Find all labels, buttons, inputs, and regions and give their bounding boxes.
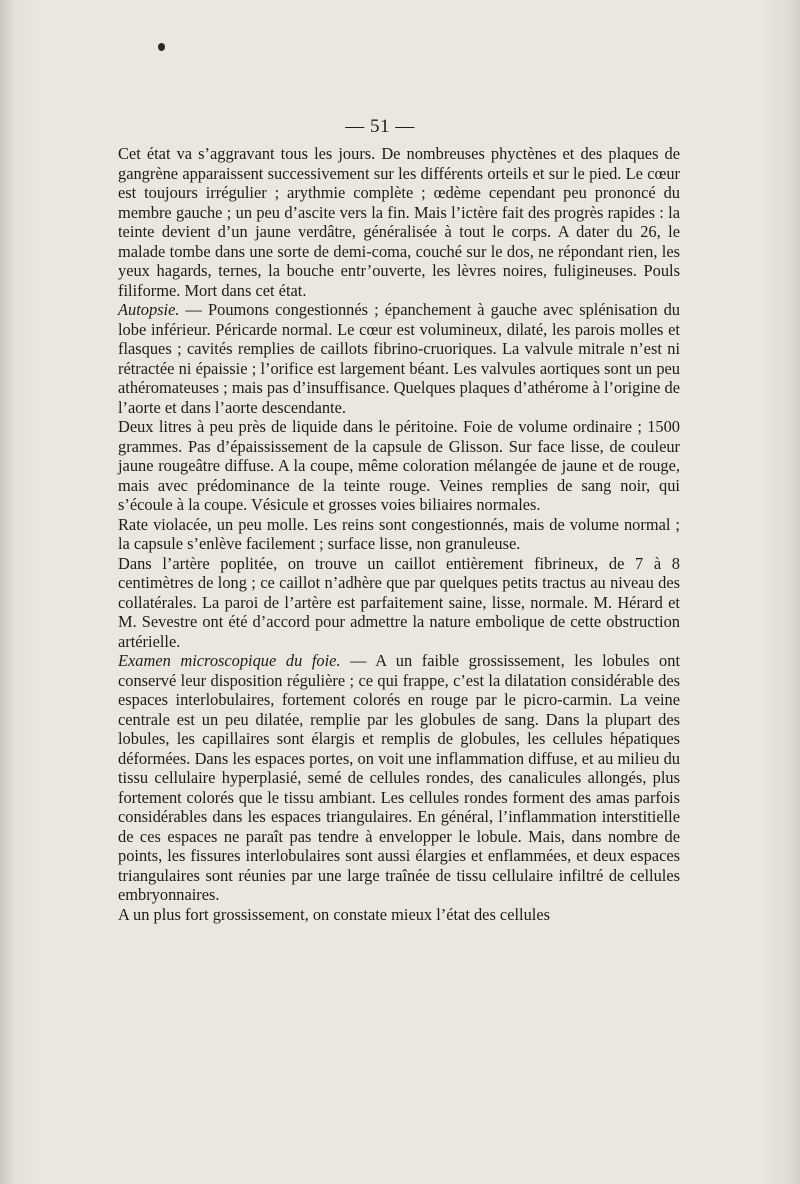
paragraph-1: [118, 144, 680, 300]
ink-speck: [158, 43, 165, 51]
paragraph-2: [118, 300, 680, 417]
paragraph-6-heading: Examen microscopique du foie.: [118, 651, 341, 670]
page-number: — 51 —: [345, 116, 415, 137]
paragraph-1-text: Cet état va s’aggravant tous les jours. De nombreuses phyctènes et des plaques de gangrène apparaissent successivement sur les différents orteils et sur le pied. Le cœur est toujours irrégulier ; arythmie complète ; œdème cependant peu prononcé du membre gauche ; un peu d’ascite vers la fin. Mais l’ictère fait des progrès rapides : la teinte devient d’un jaune verdâtre, généralisée à tout le corps. A dater du 26, le malade tombe dans une sorte de demi-coma, couché sur le dos, ne répondant rien, les yeux hagards, ternes, la bouche entr’ouverte, les lèvres noires, fuligineuses. Pouls filiforme. Mort dans cet état.: [118, 144, 680, 300]
paragraph-5-text: Dans l’artère poplitée, on trouve un caillot entièrement fibrineux, de 7 à 8 centimètres de long ; ce caillot n’adhère que par quelques petits tractus au niveau des collatérales. La paroi de l’artère est parfaitement saine, lisse, normale. M. Hérard et M. Sevestre ont été d’accord pour admettre la nature embolique de cette obstruction artérielle.: [118, 553, 680, 651]
paragraph-6-text: — A un faible grossissement, les lobules ont conservé leur disposition régulière ; ce qui frappe, c’est la dilatation considérable des espaces interlobulaires, fortement colorés en rouge par le picro-carmin. La veine centrale est un peu dilatée, remplie par les globules de sang. Dans la plupart des lobules, les capillaires sont élargis et remplis de globules, les cellules hépatiques déformées. Dans les espaces portes, on voit une inflammation diffuse, et au milieu du tissu cellulaire hyperplasié, semé de cellules rondes, des canalicules allongés, plus fortement colorés que le tissu ambiant. Les cellules rondes forment des amas parfois considérables dans les espaces triangulaires. En général, l’inflammation interstitielle de ces espaces ne paraît pas tendre à envelopper le lobule. Mais, dans nombre de points, les fissures interlobulaires sont aussi élargies et enflammées, et deux espaces triangulaires sont réunies par une large traînée de tissu cellulaire infiltré de cellules embryonnaires.: [118, 651, 680, 904]
body-text: [118, 144, 680, 924]
paragraph-4: [118, 515, 680, 554]
paragraph-3-text: Deux litres à peu près de liquide dans le péritoine. Foie de volume ordinaire ; 1500 grammes. Pas d’épaississement de la capsule de Glisson. Sur face lisse, de couleur jaune rougeâtre diffuse. A la coupe, même coloration mélangée de jaune et de rouge, mais avec prédominance de la teinte rouge. Veines remplies de sang noir, qui s’écoule à la coupe. Vésicule et grosses voies biliaires normales.: [118, 417, 680, 514]
paragraph-2-heading: Autopsie.: [118, 300, 180, 319]
paragraph-5: [118, 554, 680, 652]
paragraph-3: [118, 417, 680, 515]
paragraph-7-text: A un plus fort grossissement, on constate mieux l’état des cellules: [118, 904, 550, 924]
paragraph-4-text: Rate violacée, un peu molle. Les reins sont congestionnés, mais de volume normal ; la capsule s’enlève facilement ; surface lisse, non granuleuse.: [118, 514, 680, 553]
paragraph-2-text: — Poumons congestionnés ; épanchement à gauche avec splénisation du lobe inférieur. Péricarde normal. Le cœur est volumineux, dilaté, les parois molles et flasques ; cavités remplies de caillots fibrino-cruoriques. La valvule mitrale n’est ni rétractée ni épaissie ; l’orifice est largement béant. Les valvules aortiques sont un peu athéromateuses ; mais pas d’insuffisance. Quelques plaques d’athérome à l’origine de l’aorte et dans l’aorte descendante.: [118, 300, 680, 417]
paragraph-7: [118, 905, 680, 925]
paragraph-6: [118, 651, 680, 905]
